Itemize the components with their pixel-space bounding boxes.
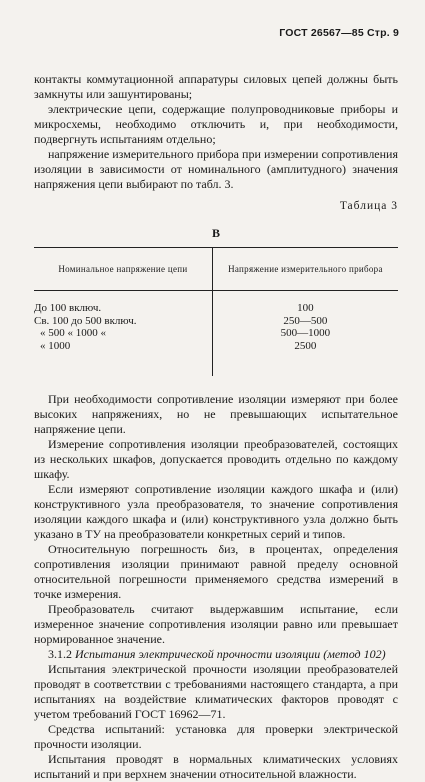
section-title: Испытания электрической прочности изоляции (метод 102) [75,647,386,661]
paragraph: Если измеряют сопротивление изоляции каждого шкафа и (или) конструктивного узла преобразователя, то значение сопротивления изоляции каждого шкафа и (или) конструктивного узла должно быть указано в ТУ на преобразователи конкретных серий и типов. [34,482,398,541]
table-header-instrument: Напряжение измерительного прибора [212,248,398,291]
table-col-instrument [212,291,398,377]
table-letter: В [211,226,220,240]
table-cell: « 500 « 1000 « [40,327,106,339]
table-caption: Таблица 3 [339,200,398,212]
section-number: 3.1.2 [48,647,72,661]
table-cell: До 100 включ. [34,302,102,314]
table-cell: 2500 [294,339,317,352]
table-col-nominal [34,291,212,377]
paragraph: Испытания электрической прочности изоляции преобразователей проводят в соответствии с требованиями настоящего стандарта, а при испытаниях на воздействие климатических факторов проводят с учетом требований ГОСТ 16962—71. [34,662,398,721]
paragraph: Средства испытаний: установка для проверки электрической прочности изоляции. [34,722,398,751]
table-cell: « 1000 [40,339,71,352]
document-body [34,72,398,782]
paragraph: При необходимости сопротивление изоляции измеряют при более высоких напряжениях, но не превышающих испытательное напряжение цепи. [34,392,398,436]
section-heading [34,647,398,662]
paragraph: Относительную погрешность δиз, в процентах, определения сопротивления изоляции принимают равной пределу основной относительной погрешности применяемого средства измерений в точке измерения. [34,542,398,601]
table-header-nominal: Номинальное напряжение цепи [34,248,212,291]
table-cell: Св. 100 до 500 включ. [34,314,137,327]
table-cell: 250—500 [283,314,328,327]
page-header: ГОСТ 26567—85 Стр. 9 [279,27,399,39]
paragraph: напряжение измерительного прибора при измерении сопротивления изоляции в зависимости от номинального (амплитудного) значения напряжения цепи выбирают по табл. 3. [34,147,398,191]
paragraph: Измерение сопротивления изоляции преобразователей, состоящих из нескольких шкафов, допускается проводить отдельно по каждому шкафу. [34,437,398,481]
table-cell: 100 [297,302,314,314]
paragraph: Преобразователь считают выдержавшим испытание, если измеренное значение сопротивления изоляции равно или превышает нормированное значение. [34,602,398,646]
paragraph: контакты коммутационной аппаратуры силовых цепей должны быть замкнуты или зашунтированы; [34,72,398,101]
voltage-table [34,247,398,376]
paragraph: Испытания проводят в нормальных климатических условиях испытаний и при верхнем значении относительной влажности. [34,752,398,781]
paragraph: электрические цепи, содержащие полупроводниковые приборы и микросхемы, необходимо отключить и, при необходимости, подвергнуть испытаниям отдельно; [34,102,398,146]
table-cell: 500—1000 [280,327,331,339]
